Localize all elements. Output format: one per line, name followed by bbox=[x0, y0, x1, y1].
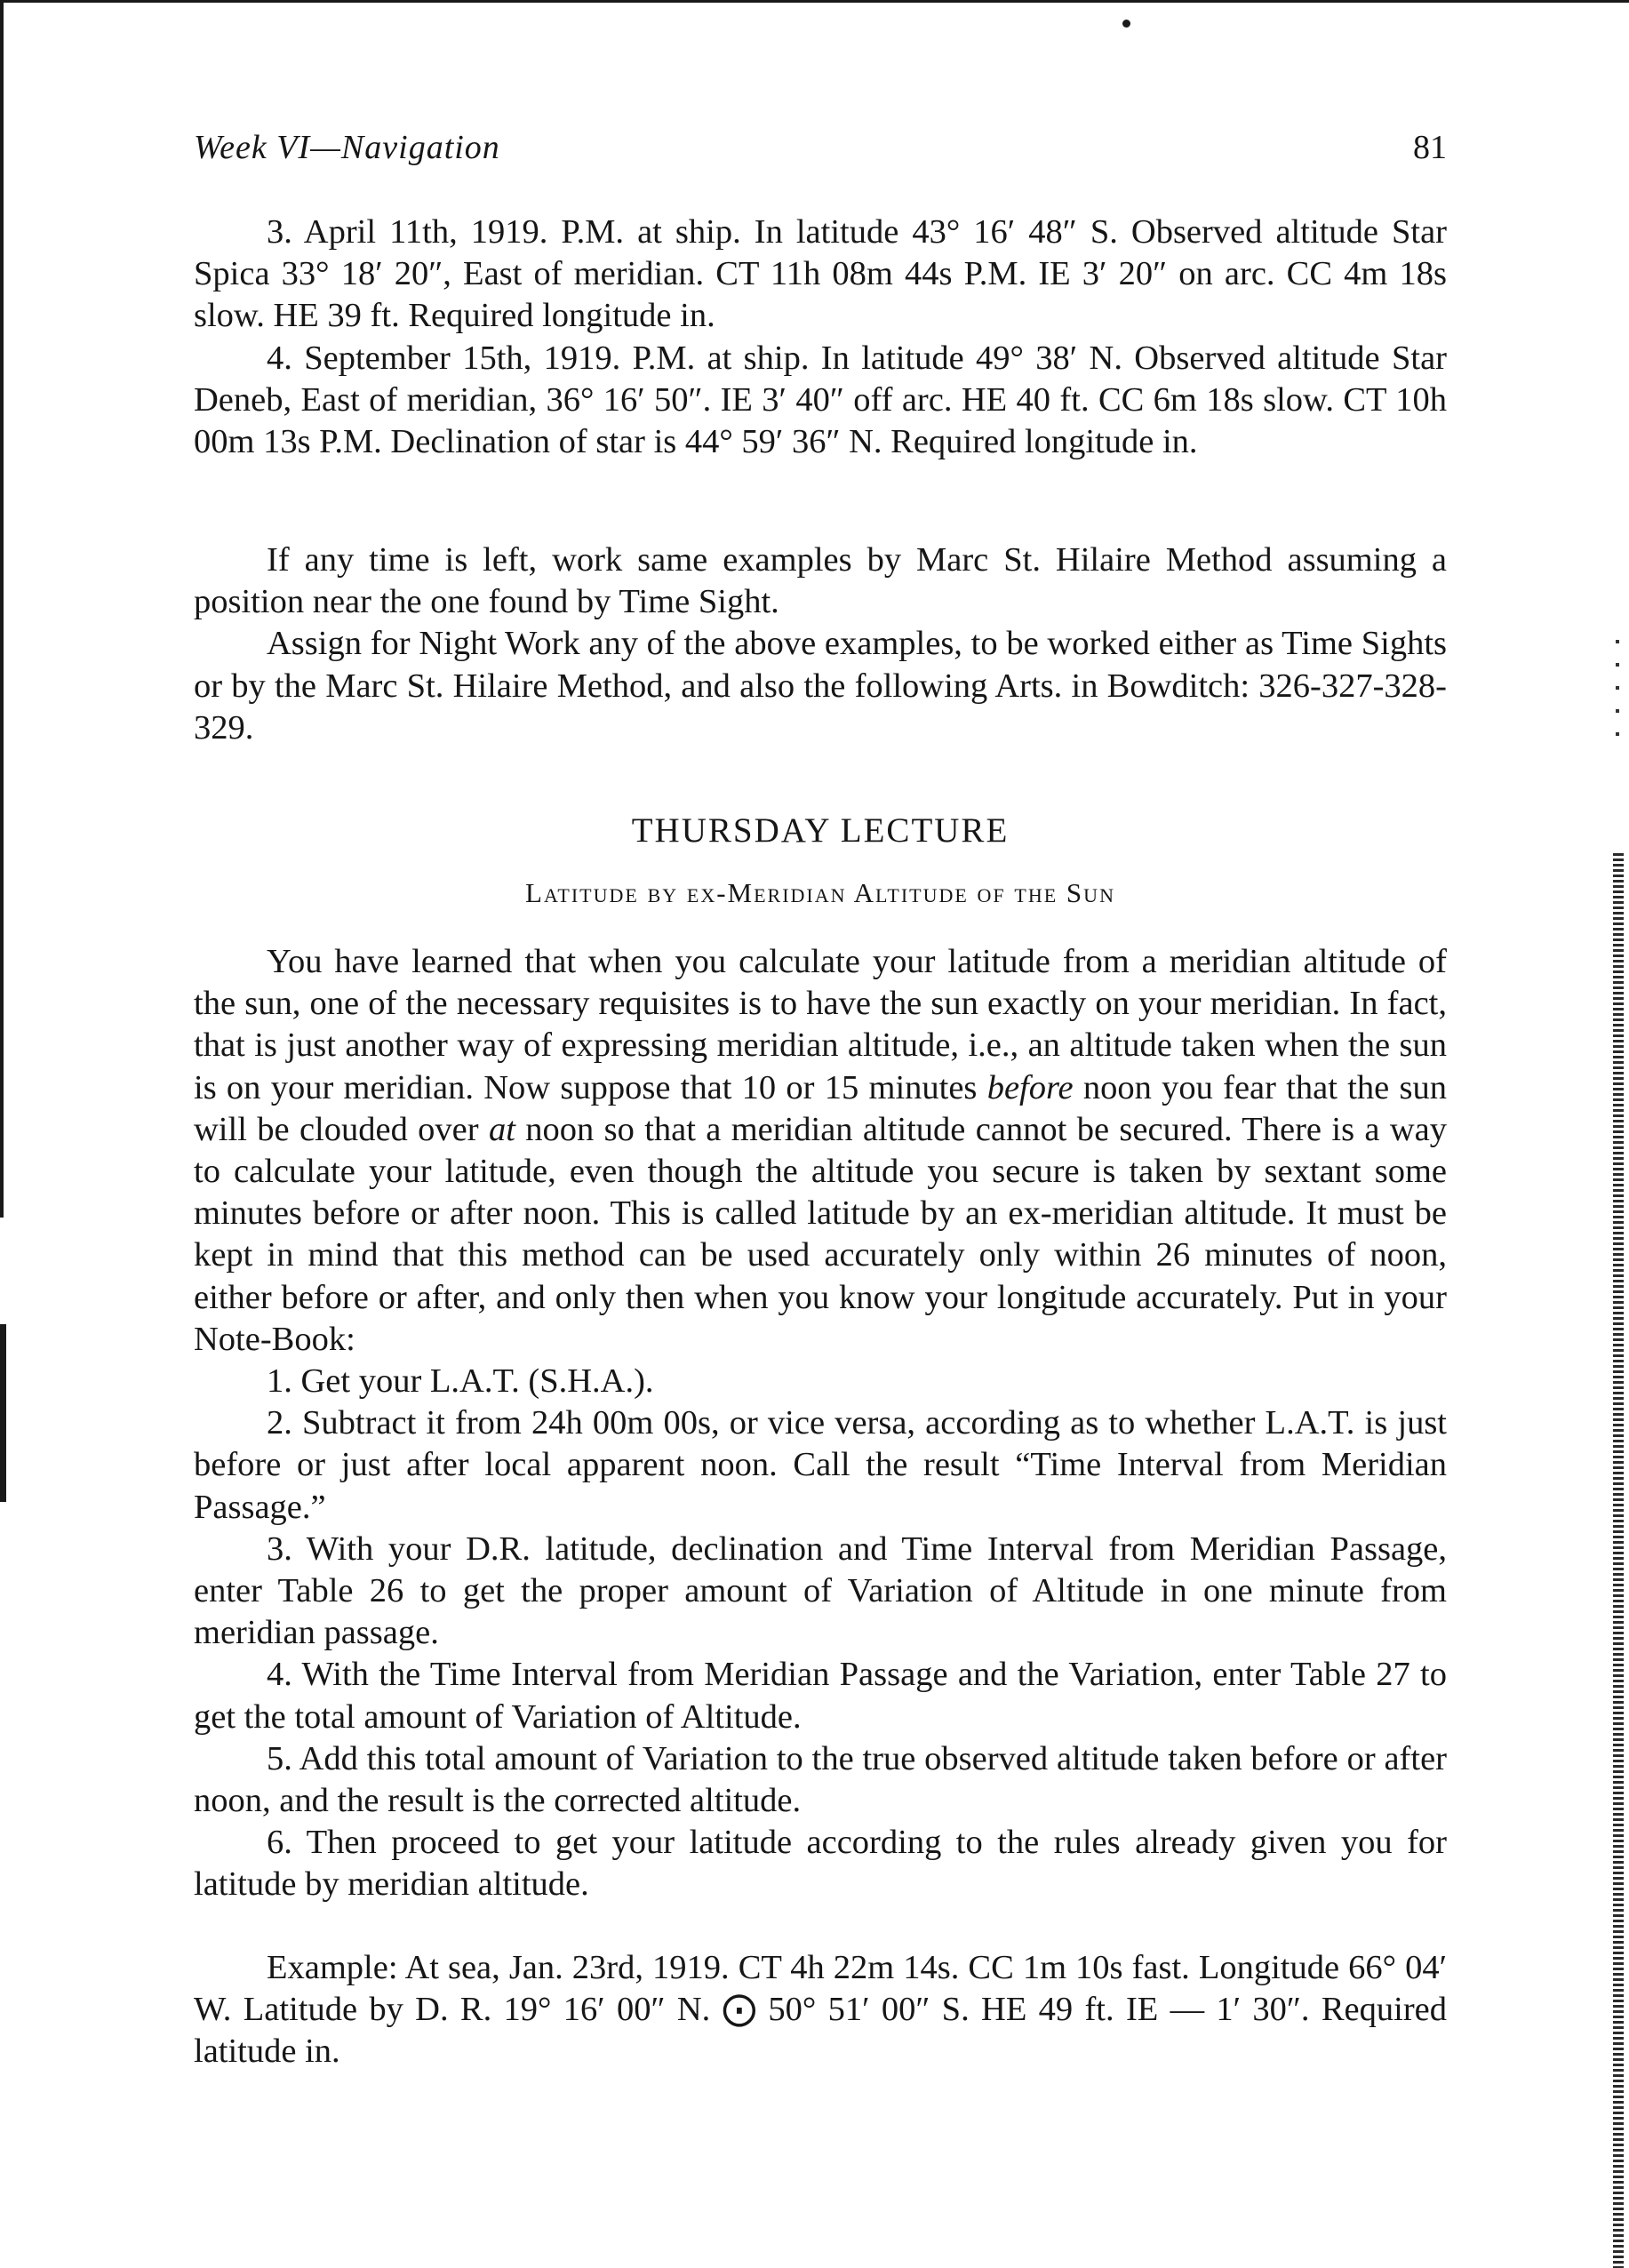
lecture-title: THURSDAY LECTURE bbox=[631, 811, 1010, 850]
intro-text-1: You have learned that when you calculate your latitude from a meridian altitude of the sun, one of the necessary requisites is to have the sun exactly on your meridian. In fact, that is just another way of expressing meridian altitude, i.e., an altitude taken when the sun is on your meridian. Now suppose that 10 or 15 minutes bbox=[194, 943, 1447, 1106]
scan-right-ticks bbox=[1616, 640, 1619, 747]
intro-text-3: noon so that a meridian altitude cannot be secured. There is a way to calculate your latitude, even though the altitude you secure is taken by sextant some minutes before or after noon. This is called latitude by an ex-meridian altitude. It must be kept in mind that this method can be used accurately only within 26 minutes of noon, either before or after, and only then when you know your longitude accurately. Put in your Note-Book: bbox=[194, 1110, 1447, 1358]
intro-emphasis-before: before bbox=[986, 1068, 1074, 1106]
lecture-subtitle: Latitude by ex-Meridian Altitude of the Sun bbox=[525, 877, 1115, 908]
intro-emphasis-at: at bbox=[488, 1110, 515, 1148]
scan-left-edge bbox=[0, 0, 4, 1218]
scan-left-mark bbox=[0, 1324, 6, 1502]
lecture-intro bbox=[194, 941, 1447, 1361]
example-4: 4. September 15th, 1919. P.M. at ship. In latitude 49° 38′ N. Observed altitude Star Deneb, East of meridian, 36° 16′ 50″. IE 3′ 40″ off arc. HE 40 ft. CC 6m 18s slow. CT 10h 00m 13s P.M. Declination of star is 44° 59′ 36″ N. Required longitude in. bbox=[194, 339, 1447, 461]
scan-speck bbox=[1122, 20, 1130, 28]
step-5: 5. Add this total amount of Variation to the true observed altitude taken before or after noon, and the result is the corrected altitude. bbox=[194, 1739, 1447, 1820]
running-head bbox=[194, 128, 1447, 174]
time-left-note: If any time is left, work same examples by Marc St. Hilaire Method assuming a position near the one found by Time Sight. bbox=[194, 541, 1447, 621]
lecture-body bbox=[194, 941, 1447, 1906]
example-3: 3. April 11th, 1919. P.M. at ship. In latitude 43° 16′ 48″ S. Observed altitude Star Spica 33° 18′ 20″, East of meridian. CT 11h 08m 44s P.M. IE 3′ 20″ on arc. CC 4m 18s slow. HE 39 ft. Required longitude in. bbox=[194, 213, 1447, 335]
scan-right-binding bbox=[1613, 853, 1624, 2268]
examples-section bbox=[194, 212, 1447, 463]
page-number: 81 bbox=[1413, 129, 1447, 166]
step-4: 4. With the Time Interval from Meridian Passage and the Variation, enter Table 27 to get the total amount of Variation of Altitude. bbox=[194, 1656, 1447, 1736]
intro-text-2: noon you fear that the sun will be clouded over bbox=[194, 1068, 1447, 1148]
night-work-note: Assign for Night Work any of the above examples, to be worked either as Time Sights or by the Marc St. Hilaire Method, and also the following Arts. in Bowditch: 326-327-328-329. bbox=[194, 625, 1447, 747]
step-1: 1. Get your L.A.T. (S.H.A.). bbox=[267, 1362, 654, 1401]
example-section bbox=[194, 1947, 1447, 2073]
step-3: 3. With your D.R. latitude, declination and Time Interval from Meridian Passage, enter Table 26 to get the proper amount of Variation of Altitude in one minute from meridian passage. bbox=[194, 1529, 1447, 1652]
step-2: 2. Subtract it from 24h 00m 00s, or vice versa, according as to whether L.A.T. is just before or just after local apparent noon. Call the result “Time Interval from Meridian Passage.” bbox=[194, 1404, 1447, 1526]
time-notes-section bbox=[194, 539, 1447, 749]
running-title: Week VI—Navigation bbox=[194, 129, 500, 166]
scan-top-edge bbox=[0, 0, 1629, 3]
step-6: 6. Then proceed to get your latitude according to the rules already given you for latitude by meridian altitude. bbox=[194, 1824, 1447, 1904]
worked-example: Example: At sea, Jan. 23rd, 1919. CT 4h 22m 14s. CC 1m 10s fast. Longitude 66° 04′ W. Latitude by D. R. 19° 16′ 00″ N. ⨀ 50° 51′ 00″ S. HE 49 ft. IE — 1′ 30″. Required latitude in. bbox=[194, 1949, 1447, 2071]
